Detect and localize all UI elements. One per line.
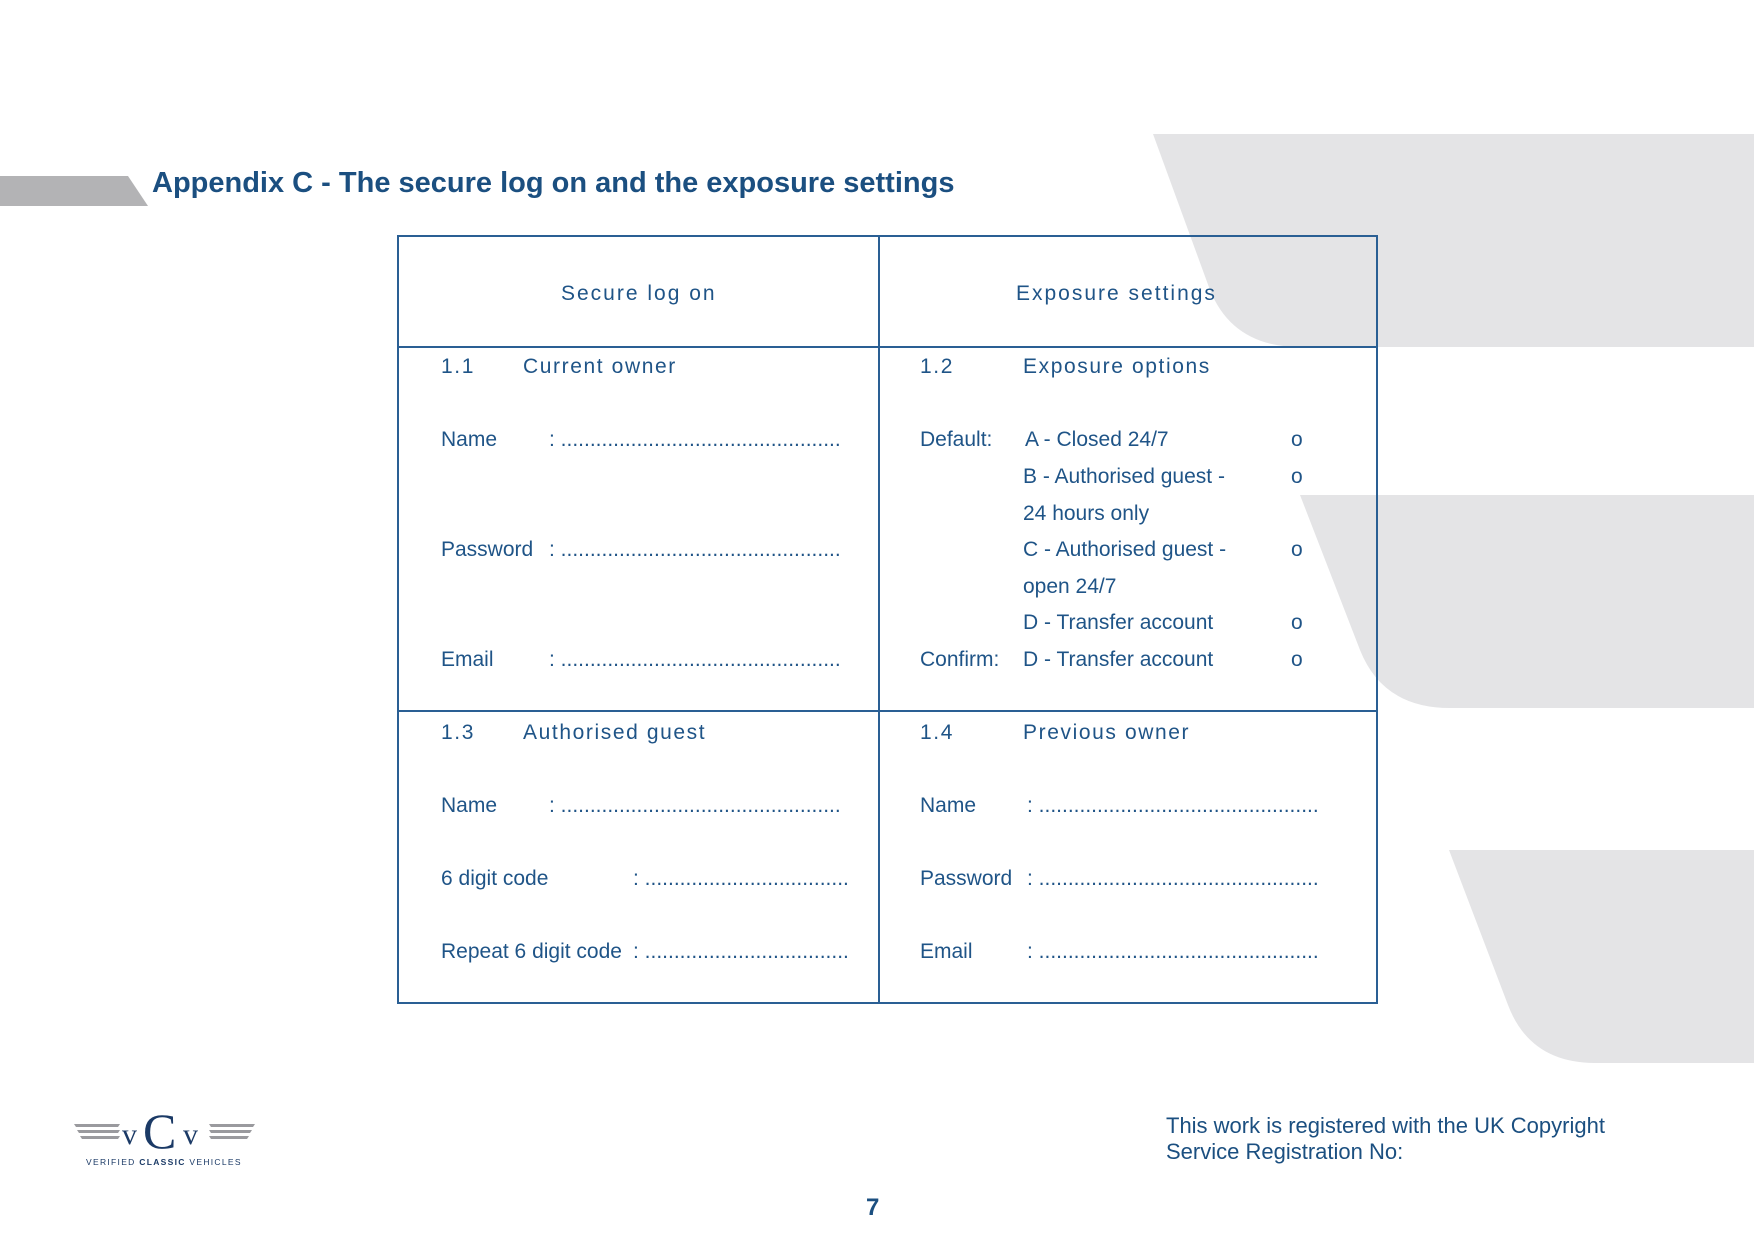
field-label: Email xyxy=(920,940,973,963)
guest-code-field[interactable]: : ................................... xyxy=(633,867,849,890)
name-field[interactable]: : ................................................ xyxy=(549,428,841,451)
option-label-continued: 24 hours only xyxy=(1023,502,1150,525)
field-label: Email xyxy=(441,648,494,671)
option-label: C - Authorised guest - xyxy=(1023,538,1227,561)
svg-text:VERIFIED CLASSIC VEHIC xyxy=(86,1157,242,1167)
option-label-continued: open 24/7 xyxy=(1023,575,1117,598)
logo-mark-center: C xyxy=(143,1110,177,1159)
field-label: Name xyxy=(920,794,977,817)
logo-tagline-verified: VERIFIED xyxy=(86,1157,136,1167)
field-label: Repeat 6 digit code xyxy=(441,940,622,963)
option-label: B - Authorised guest - xyxy=(1023,465,1225,488)
form-table xyxy=(397,235,1378,1004)
page-number: 7 xyxy=(866,1194,880,1221)
default-label: Default: xyxy=(920,428,993,451)
section-title: Exposure options xyxy=(1023,355,1211,378)
email-field[interactable]: : ................................................ xyxy=(549,648,841,671)
logo-tagline-vehicles: VEHICLES xyxy=(189,1157,242,1167)
background-shape-bottom xyxy=(1449,850,1754,1063)
section-title: Authorised guest xyxy=(523,721,707,744)
logo-mark-left: v xyxy=(122,1118,137,1151)
section-title: Current owner xyxy=(523,355,677,378)
field-label: Password xyxy=(920,867,1013,890)
option-label: D - Transfer account xyxy=(1023,611,1214,634)
option-c-radio[interactable]: o xyxy=(1291,538,1303,561)
option-a-radio[interactable]: o xyxy=(1291,428,1303,451)
guest-code-repeat-field[interactable]: : ................................... xyxy=(633,940,849,963)
confirm-d-radio[interactable]: o xyxy=(1291,648,1303,671)
previous-owner-name-field[interactable]: : ................................................ xyxy=(1027,794,1319,817)
column-divider xyxy=(878,237,880,1002)
section-number: 1.1 xyxy=(441,355,475,378)
field-label: Name xyxy=(441,794,498,817)
page-title: Appendix C - The secure log on and the exposure settings xyxy=(152,167,955,199)
column-header-secure-log-on: Secure log on xyxy=(561,282,717,305)
option-b-radio[interactable]: o xyxy=(1291,465,1303,488)
confirm-label: Confirm: xyxy=(920,648,1000,671)
field-label: Password xyxy=(441,538,534,561)
password-field[interactable]: : ................................................ xyxy=(549,538,841,561)
field-label: 6 digit code xyxy=(441,867,549,890)
copyright-line: This work is registered with the UK Copyright xyxy=(1166,1113,1605,1138)
title-accent-bar xyxy=(0,176,150,208)
vcv-logo xyxy=(72,1110,257,1170)
logo-mark-right: v xyxy=(183,1118,198,1151)
guest-name-field[interactable]: : ................................................ xyxy=(549,794,841,817)
copyright-line: Service Registration No: xyxy=(1166,1139,1404,1164)
field-label: Name xyxy=(441,428,498,451)
logo-tagline-classic: CLASSIC xyxy=(139,1157,186,1167)
section-number: 1.4 xyxy=(920,721,954,744)
section-number: 1.3 xyxy=(441,721,475,744)
row-divider xyxy=(399,710,1376,712)
section-number: 1.2 xyxy=(920,355,954,378)
header-divider xyxy=(399,346,1376,348)
section-title: Previous owner xyxy=(1023,721,1191,744)
column-header-exposure-settings: Exposure settings xyxy=(1016,282,1217,305)
option-label: A - Closed 24/7 xyxy=(1025,428,1169,451)
previous-owner-email-field[interactable]: : ................................................ xyxy=(1027,940,1319,963)
previous-owner-password-field[interactable]: : ................................................ xyxy=(1027,867,1319,890)
option-label: D - Transfer account xyxy=(1023,648,1214,671)
option-d-radio[interactable]: o xyxy=(1291,611,1303,634)
copyright-notice xyxy=(1166,1113,1605,1165)
